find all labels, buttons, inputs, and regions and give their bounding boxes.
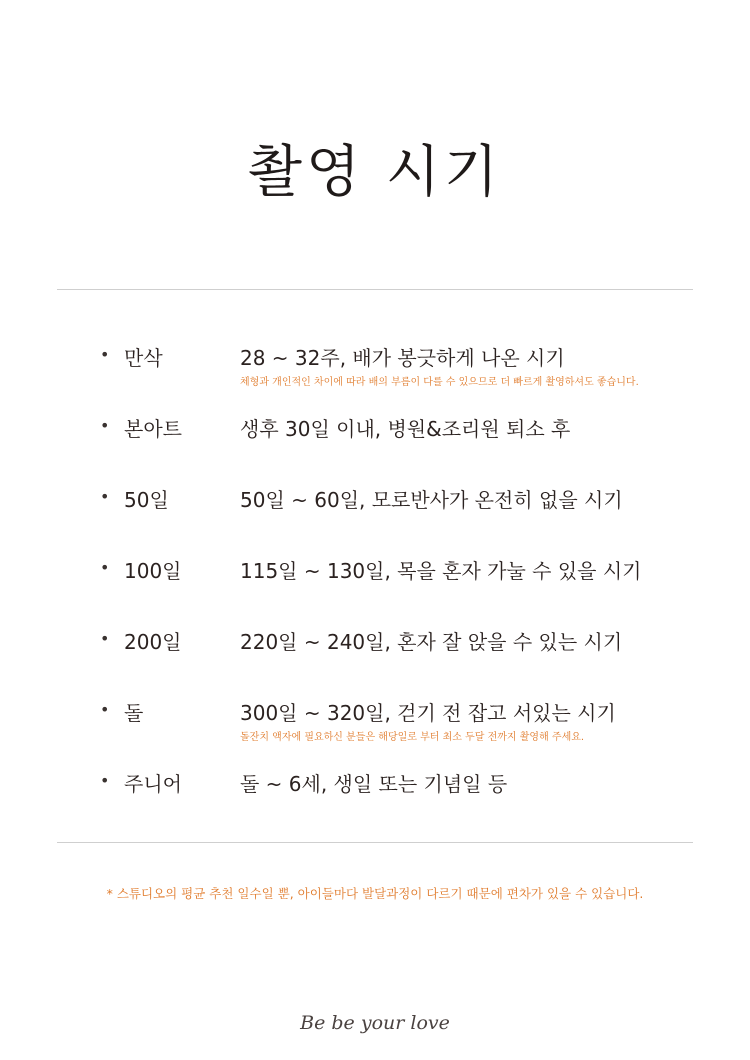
schedule-description: 115일 ~ 130일, 목을 혼자 가눌 수 있을 시기 (240, 559, 642, 583)
schedule-label: 본아트 (124, 417, 182, 441)
bullet: • (100, 771, 110, 790)
bullet: • (100, 629, 110, 648)
schedule-label: 50일 (124, 488, 169, 512)
bullet: • (100, 416, 110, 435)
schedule-label: 만삭 (124, 346, 163, 370)
top-divider (57, 289, 693, 290)
schedule-note: 돌잔치 액자에 필요하신 분들은 해당일로 부터 최소 두달 전까지 촬영해 주세요. (240, 732, 585, 743)
bullet: • (100, 558, 110, 577)
signature-text: Be be your love (300, 1012, 450, 1034)
schedule-label: 주니어 (124, 772, 182, 796)
schedule-description: 220일 ~ 240일, 혼자 잘 앉을 수 있는 시기 (240, 630, 623, 654)
schedule-description: 50일 ~ 60일, 모로반사가 온전히 없을 시기 (240, 488, 623, 512)
schedule-description: 300일 ~ 320일, 걷기 전 잡고 서있는 시기 (240, 701, 616, 725)
page-title: 촬영 시기 (247, 140, 503, 205)
schedule-label: 돌 (124, 701, 144, 725)
schedule-note: 체형과 개인적인 차이에 따라 배의 부름이 다를 수 있으므로 더 빠르게 촬영하셔도 좋습니다. (240, 377, 639, 388)
schedule-description: 생후 30일 이내, 병원&조리원 퇴소 후 (240, 417, 571, 441)
footnote: * 스튜디오의 평균 추천 일수일 뿐, 아이들마다 발달과정이 다르기 때문에 편차가 있을 수 있습니다. (106, 886, 644, 901)
bullet: • (100, 487, 110, 506)
schedule-label: 200일 (124, 630, 182, 654)
bottom-divider (57, 842, 693, 843)
bullet: • (100, 345, 110, 364)
bullet: • (100, 700, 110, 719)
schedule-description: 28 ~ 32주, 배가 봉긋하게 나온 시기 (240, 346, 565, 370)
schedule-label: 100일 (124, 559, 182, 583)
schedule-description: 돌 ~ 6세, 생일 또는 기념일 등 (240, 772, 508, 796)
